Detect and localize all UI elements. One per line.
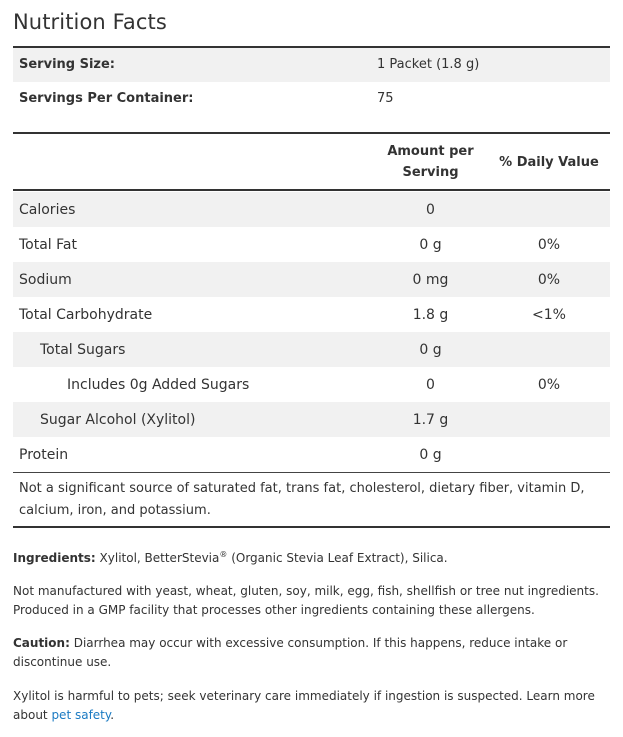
nutrient-label: Total Carbohydrate (19, 306, 153, 323)
nutrient-label: Protein (19, 446, 69, 463)
nutrient-label: Total Fat (19, 236, 77, 253)
caution-text: Diarrhea may occur with excessive consumption. If this happens, reduce intake or discontinue use. (13, 636, 568, 669)
amount-header-line1: Amount per (387, 144, 474, 159)
nutrient-amount: 0 (426, 201, 435, 218)
caution-paragraph (13, 634, 613, 672)
nutrient-label: Sodium (19, 271, 72, 288)
nutrition-facts-title: Nutrition Facts (13, 10, 167, 34)
ingredients-text-after: (Organic Stevia Leaf Extract), Silica. (227, 551, 448, 565)
nutrient-label: Calories (19, 201, 76, 218)
nutrient-row-added-sugars (13, 367, 610, 402)
nutrient-amount: 0 (426, 376, 435, 393)
nutrient-row-calories (13, 192, 610, 227)
nutrient-daily-value: <1% (532, 306, 566, 323)
nutrient-amount: 0 g (419, 236, 442, 253)
pet-warning-paragraph (13, 687, 613, 725)
servings-per-container-value: 75 (377, 91, 394, 106)
ingredients-text: Xylitol, BetterStevia (95, 551, 220, 565)
serving-size-row (13, 48, 610, 82)
table-bottom-rule (13, 526, 610, 528)
nutrient-daily-value: 0% (537, 271, 561, 288)
allergen-paragraph: Not manufactured with yeast, wheat, gluten, soy, milk, egg, fish, shellfish or tree nut ingredients. Produced in a GMP facility that processes other ingredients containing these allergens. (13, 584, 599, 617)
pet-warning-end: . (110, 708, 115, 722)
nutrient-row-total-fat (13, 227, 610, 262)
nutrient-daily-value: 0% (537, 236, 561, 253)
serving-size-value: 1 Packet (1.8 g) (377, 57, 480, 72)
amount-header-line2: Serving (402, 165, 459, 180)
nutrient-row-total-sugars (13, 332, 610, 367)
nutrient-row-sugar-alcohol (13, 402, 610, 437)
nutrient-amount: 1.7 g (412, 411, 449, 428)
ingredients-label: Ingredients: (13, 551, 96, 565)
servings-per-container-label: Servings Per Container: (19, 91, 194, 106)
serving-size-label: Serving Size: (19, 57, 116, 72)
daily-value-header: % Daily Value (499, 155, 599, 170)
nutrient-label: Total Sugars (40, 341, 126, 358)
nutrient-row-protein (13, 437, 610, 472)
nutrient-label: Sugar Alcohol (Xylitol) (40, 411, 196, 428)
table-top-rule (13, 189, 610, 191)
pet-warning-text: Xylitol is harmful to pets; seek veterinary care immediately if ingestion is suspected. Learn more about (13, 689, 595, 722)
ingredients-paragraph (13, 549, 613, 568)
servings-per-container-row (13, 82, 610, 116)
caution-label: Caution: (13, 636, 70, 650)
nutrition-footnote: Not a significant source of saturated fat, trans fat, cholesterol, dietary fiber, vitamin D, calcium, iron, and potassium. (19, 481, 585, 518)
nutrient-amount: 0 g (419, 341, 442, 358)
registered-mark: ® (219, 550, 228, 559)
nutrient-amount: 1.8 g (412, 306, 449, 323)
nutrient-amount: 0 g (419, 446, 442, 463)
nutrient-amount: 0 mg (412, 271, 449, 288)
nutrient-row-total-carbohydrate (13, 297, 610, 332)
footnote-divider (13, 472, 610, 473)
header-divider (13, 132, 610, 134)
amount-per-serving-header (358, 141, 503, 183)
nutrient-daily-value: 0% (537, 376, 561, 393)
pet-safety-link[interactable]: pet safety (51, 708, 111, 722)
nutrient-row-sodium (13, 262, 610, 297)
nutrient-label: Includes 0g Added Sugars (67, 376, 250, 393)
